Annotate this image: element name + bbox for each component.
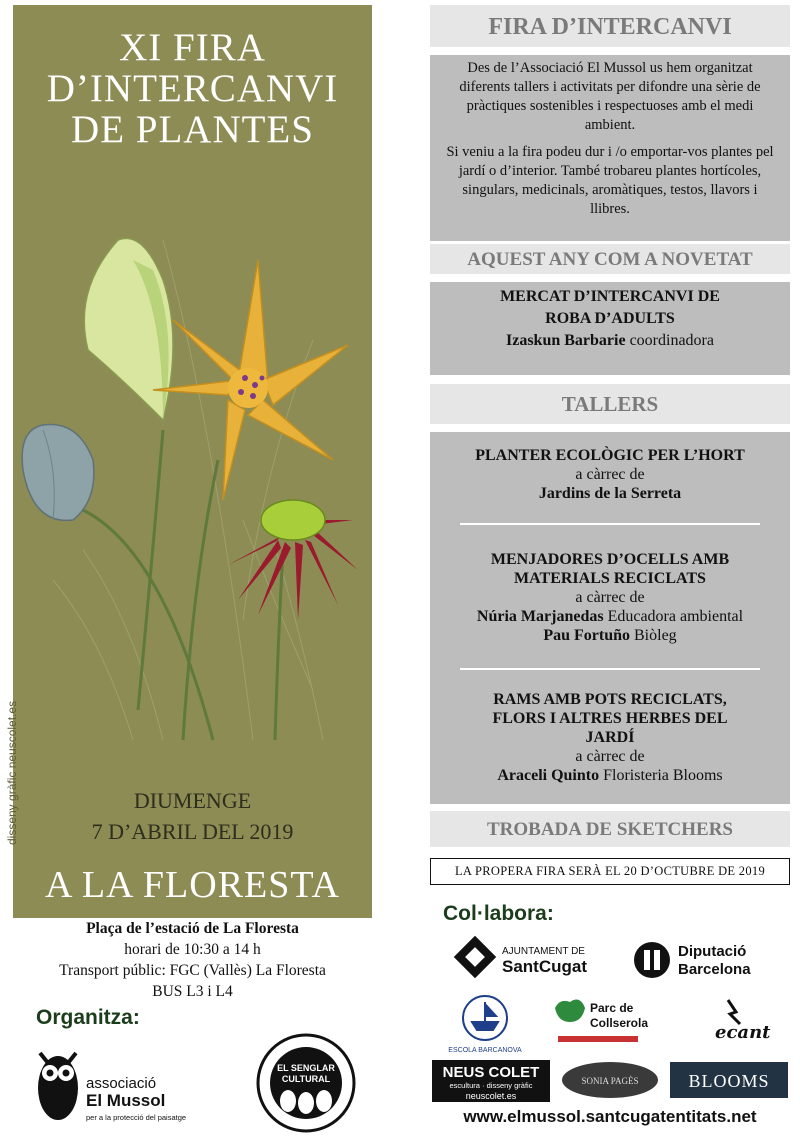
- taller-person-line: [430, 626, 790, 645]
- el-mussol-logo: [38, 1053, 186, 1122]
- mussol-line1: associació: [86, 1075, 157, 1092]
- taller-by: a càrrec de: [575, 748, 645, 765]
- fira-paragraph-2: Si veniu a la fira podeu dur i /o emportar-vos plantes pel jardí o d’interior. També trobareu plantes hortícoles, singulars, medicinals, aromàtiques, testos, llavors i llibres.: [446, 144, 774, 217]
- collaborator-logos: [430, 930, 790, 1105]
- santcugat-logo: [454, 936, 588, 978]
- event-bus: BUS L3 i L4: [152, 983, 233, 1000]
- taller-title: RAMS AMB POTS RECICLATS,: [493, 691, 727, 708]
- taller-person: Pau Fortuño: [543, 627, 630, 644]
- escola-label: ESCOLA BARCANOVA: [448, 1047, 522, 1054]
- senglar-cultural-logo: [258, 1035, 354, 1131]
- taller-by: a càrrec de: [575, 589, 645, 606]
- taller-role: Floristeria Blooms: [603, 767, 723, 784]
- diputacio-line2: Barcelona: [678, 961, 751, 978]
- neus-line2: escultura · disseny gràfic: [449, 1081, 533, 1090]
- flowers-illustration: [13, 220, 372, 765]
- event-date: [13, 785, 372, 847]
- novetat-coordinator: [430, 330, 790, 352]
- tallers-heading: TALLERS: [430, 384, 790, 424]
- design-credit: disseny gràfic neuscolet.es: [5, 700, 19, 845]
- santcugat-line1: AJUNTAMENT DE: [502, 946, 585, 957]
- sonia-text: SONIA PAGÈS: [581, 1076, 639, 1086]
- neus-colet-logo: [432, 1060, 550, 1102]
- collserola-logo: [555, 1000, 648, 1042]
- novetat-role: coordinadora: [629, 332, 714, 349]
- ecant-text: ecant: [715, 1022, 771, 1043]
- mussol-line3: per a la protecció del paisatge: [86, 1113, 187, 1122]
- taller-role: Biòleg: [634, 627, 677, 644]
- organizer-logos: [36, 1033, 366, 1133]
- poster-title-line: XI FIRA: [119, 26, 266, 69]
- taller-title: PLANTER ECOLÒGIC PER L’HORT: [475, 447, 745, 464]
- event-hours: horari de 10:30 a 14 h: [124, 941, 261, 958]
- novetat-box: [430, 282, 790, 375]
- taller-person: Núria Marjanedas: [476, 608, 604, 625]
- taller-title: JARDÍ: [585, 729, 635, 746]
- novetat-person: Izaskun Barbarie: [506, 332, 626, 349]
- taller-role: Educadora ambiental: [607, 608, 744, 625]
- novetat-title-line1: MERCAT D’INTERCANVI DE: [500, 288, 720, 305]
- taller-title: MENJADORES D’OCELLS AMB: [490, 551, 730, 568]
- diputacio-logo: [634, 942, 751, 978]
- event-transport: Transport públic: FGC (Vallès) La Floresta: [59, 962, 326, 979]
- novetat-heading: AQUEST ANY COM A NOVETAT: [430, 244, 790, 274]
- taller-title: MATERIALS RECICLATS: [514, 570, 706, 587]
- website-link[interactable]: www.elmussol.santcugatentitats.net: [463, 1107, 757, 1126]
- event-full-date: 7 D’ABRIL DEL 2019: [91, 819, 294, 844]
- organitza-label: Organitza:: [36, 1006, 140, 1029]
- taller-person: Jardins de la Serreta: [538, 485, 682, 502]
- taller-person: Araceli Quinto: [497, 767, 600, 784]
- divider: [460, 668, 760, 670]
- poster-title: [13, 27, 372, 150]
- tallers-box: [430, 432, 790, 804]
- fira-paragraph-1: Des de l’Associació El Mussol us hem organitzat diferents tallers i activitats per difondre una sèrie de pràctiques sostenibles i respectuoses amb el medi ambient.: [459, 60, 761, 133]
- taller-person-line: [430, 766, 790, 785]
- poster-title-line: DE PLANTES: [71, 108, 314, 151]
- event-place-title: A LA FLORESTA: [45, 864, 340, 906]
- collserola-line1: Parc de: [590, 1001, 634, 1015]
- taller-person-line: [430, 607, 790, 626]
- fira-heading: FIRA D’INTERCANVI: [430, 5, 790, 47]
- fira-description: [430, 55, 790, 241]
- poster-panel: [5, 5, 372, 918]
- senglar-line1: EL SENGLAR: [277, 1063, 335, 1073]
- taller-item: [430, 690, 790, 785]
- taller-title: FLORS I ALTRES HERBES DEL: [492, 710, 728, 727]
- neus-line1: NEUS COLET: [442, 1064, 540, 1081]
- divider: [460, 523, 760, 525]
- neus-line3: neuscolet.es: [465, 1091, 517, 1101]
- sketchers-heading: TROBADA DE SKETCHERS: [430, 811, 790, 847]
- santcugat-line2: SantCugat: [502, 957, 587, 976]
- sonia-pages-logo: [562, 1062, 658, 1098]
- senglar-line2: CULTURAL: [281, 1074, 331, 1084]
- collabora-label: Col·labora:: [443, 902, 554, 925]
- taller-by: a càrrec de: [575, 466, 645, 483]
- next-fair-notice: LA PROPERA FIRA SERÀ EL 20 D’OCTUBRE DE 2019: [430, 858, 790, 885]
- poster-title-line: D’INTERCANVI: [46, 67, 339, 110]
- taller-item: [430, 446, 790, 503]
- blooms-text: BLOOMS: [688, 1071, 770, 1091]
- blooms-logo: [670, 1062, 788, 1098]
- ecant-logo: [715, 1000, 771, 1043]
- event-info: [13, 918, 372, 1002]
- collserola-line2: Collserola: [590, 1016, 649, 1030]
- diputacio-line1: Diputació: [678, 943, 747, 960]
- event-day: DIUMENGE: [133, 788, 252, 813]
- escola-barcanova-logo: [448, 996, 522, 1054]
- taller-item: [430, 550, 790, 645]
- novetat-title-line2: ROBA D’ADULTS: [545, 310, 675, 327]
- event-location: Plaça de l’estació de La Floresta: [86, 920, 299, 937]
- mussol-line2: El Mussol: [86, 1091, 166, 1110]
